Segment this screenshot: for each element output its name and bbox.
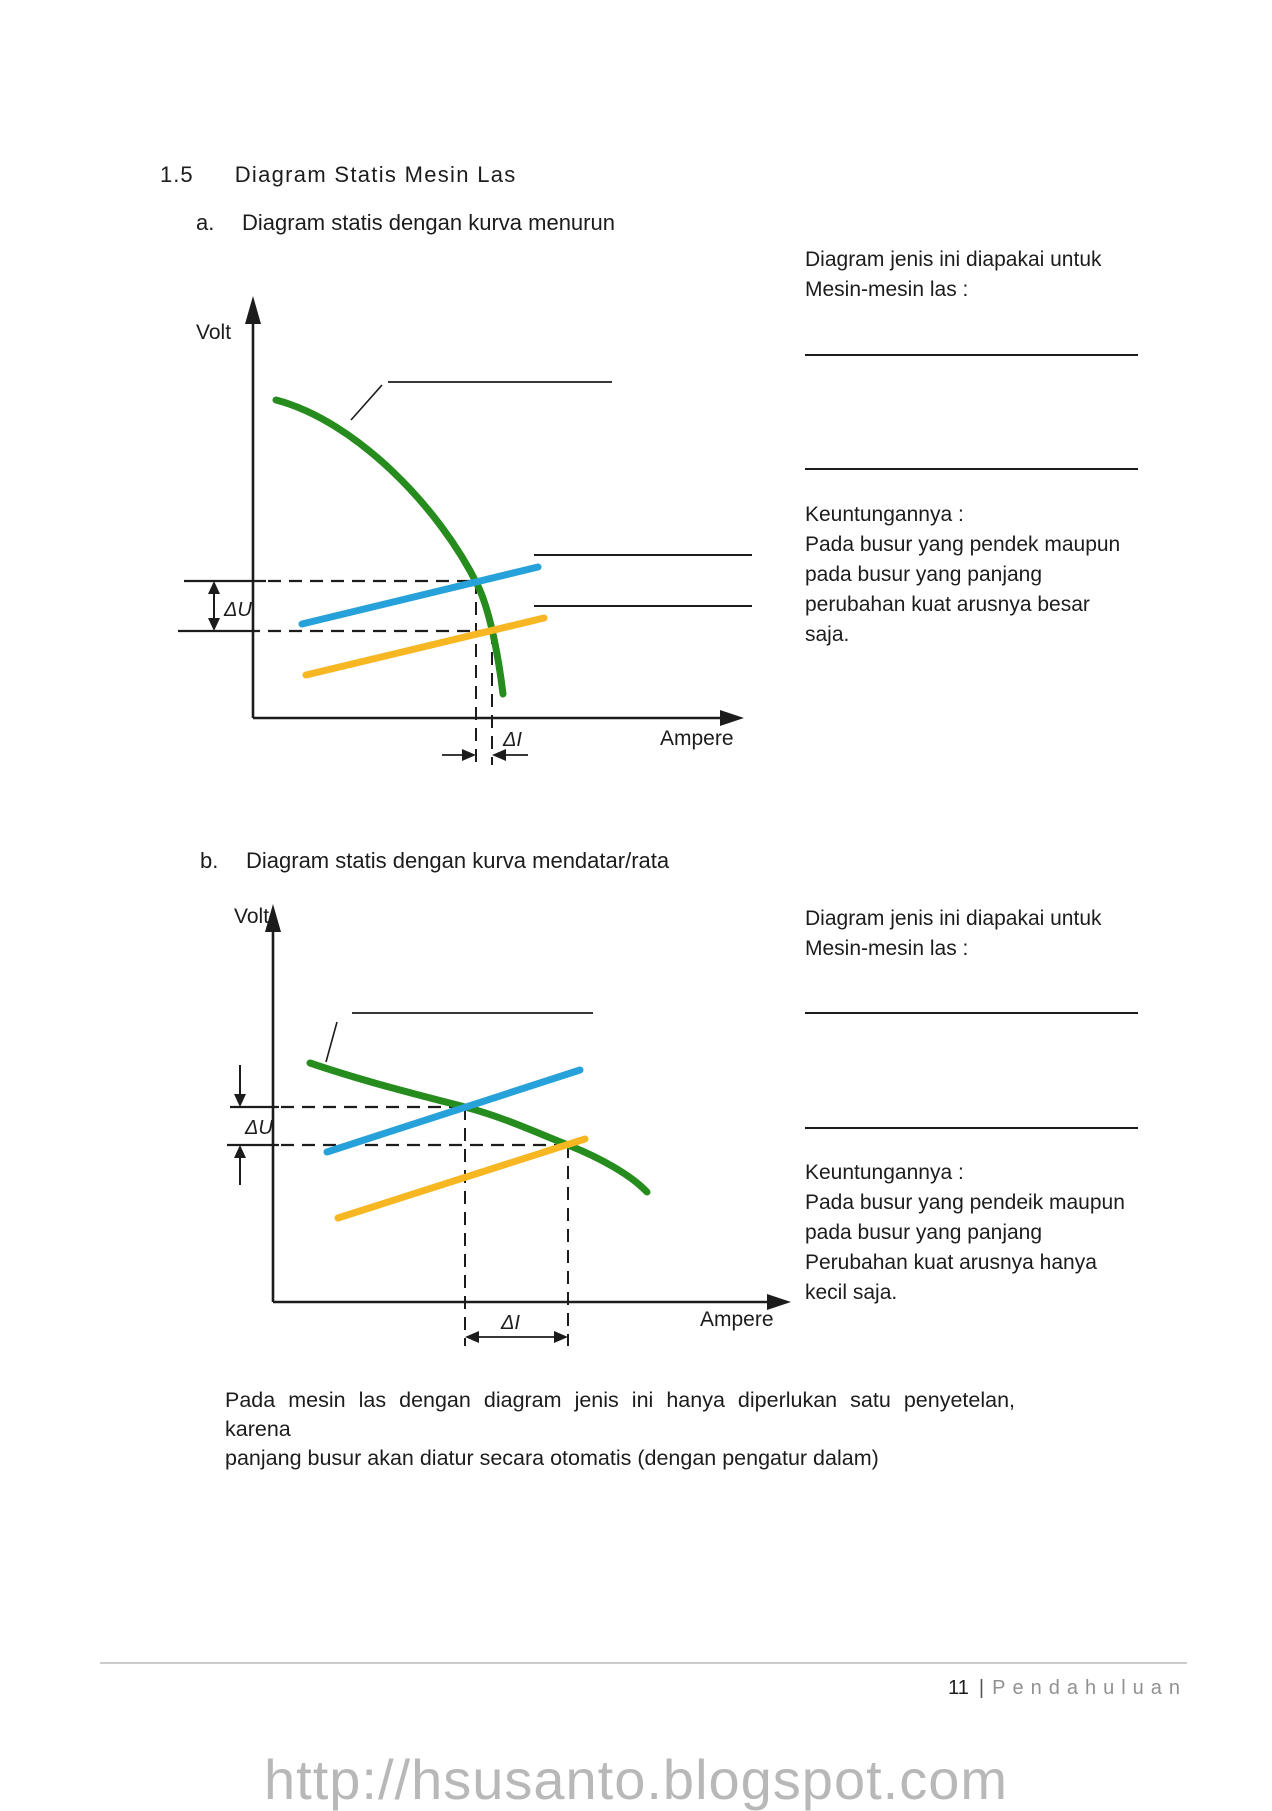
aside-a-advantage-line1: Pada busur yang pendek maupun (805, 533, 1121, 556)
aside-b-advantage-heading: Keuntungannya : (805, 1161, 964, 1184)
aside-b-advantage (805, 1158, 1150, 1308)
diagram-a-curve-pointer-line (351, 385, 382, 420)
diagram-a-delta-i-label: ΔI (503, 729, 522, 751)
aside-b-intro-line2: Mesin-mesin las : (805, 937, 969, 960)
diagram-b-di-arrow-right-icon (554, 1331, 568, 1343)
closing-paragraph-line1: Pada mesin las dengan diagram jenis ini hanya diperlukan satu penyetelan, karena (225, 1388, 1015, 1441)
heading-title: Diagram Statis Mesin Las (234, 162, 517, 187)
diagram-a-du-arrow-down-icon (208, 618, 220, 631)
diagram-a-arc-line-short (306, 618, 544, 675)
diagram-a-static-curve-drooping (148, 268, 788, 778)
list-item-b-title: Diagram statis dengan kurva mendatar/rata (246, 848, 670, 873)
aside-a-intro (805, 245, 1150, 305)
heading-number: 1.5 (160, 162, 194, 187)
diagram-b-du-arrow-down-icon (234, 1094, 246, 1107)
aside-b-advantage-line2: pada busur yang panjang (805, 1221, 1043, 1244)
diagram-b-ampere-label: Ampere (700, 1308, 774, 1331)
diagram-b-curve-pointer-line (326, 1022, 337, 1062)
diagram-b-delta-i-label: ΔI (501, 1312, 520, 1334)
footer-section-name: Pendahuluan (992, 1677, 1187, 1699)
aside-a-advantage-line2: pada busur yang panjang (805, 563, 1043, 586)
diagram-a-volt-label: Volt (196, 321, 232, 344)
footer-divider: | (978, 1677, 985, 1699)
aside-a-fill-in-line-2 (805, 468, 1138, 470)
list-item-a (196, 210, 615, 236)
aside-b-intro-line1: Diagram jenis ini diapakai untuk (805, 907, 1102, 930)
closing-paragraph (225, 1386, 1015, 1473)
diagram-b-delta-u-label: ΔU (245, 1117, 273, 1139)
diagram-a-x-axis-arrow-icon (720, 710, 744, 726)
aside-b-fill-in-line-1 (805, 1012, 1138, 1014)
diagram-a-y-axis-arrow-icon (245, 296, 261, 324)
aside-a-intro-line2: Mesin-mesin las : (805, 278, 969, 301)
aside-b-advantage-line1: Pada busur yang pendeik maupun (805, 1191, 1125, 1214)
diagram-b-du-arrow-up-icon (234, 1145, 246, 1158)
diagram-b-volt-label: Volt (234, 905, 270, 928)
footer (948, 1677, 1187, 1700)
diagram-a-machine-curve (276, 400, 503, 694)
aside-a-advantage-heading: Keuntungannya : (805, 503, 964, 526)
aside-a-advantage-line3: perubahan kuat arusnya besar (805, 593, 1090, 616)
list-item-b (200, 848, 669, 874)
aside-a-advantage-line4: saja. (805, 623, 850, 646)
diagram-a-du-arrow-up-icon (208, 581, 220, 594)
aside-b-advantage-line4: kecil saja. (805, 1281, 898, 1304)
diagram-b-di-arrow-left-icon (465, 1331, 479, 1343)
footer-page-number: 11 (948, 1677, 969, 1699)
aside-b-advantage-line3: Perubahan kuat arusnya hanya (805, 1251, 1097, 1274)
diagram-b-arc-line-short (338, 1139, 585, 1218)
watermark-url: http://hsusanto.blogspot.com (264, 1748, 1008, 1811)
diagram-a-ampere-label: Ampere (660, 727, 734, 750)
list-item-b-marker: b. (200, 848, 219, 873)
section-heading (160, 162, 517, 188)
aside-a-fill-in-line-1 (805, 354, 1138, 356)
footer-divider-rule (100, 1662, 1187, 1664)
closing-paragraph-line2: panjang busur akan diatur secara otomatis (dengan pengatur dalam) (225, 1446, 879, 1470)
aside-a-advantage (805, 500, 1150, 650)
diagram-a-arc-line-long (302, 567, 538, 624)
diagram-a-di-arrow-right-icon (462, 749, 476, 761)
list-item-a-marker: a. (196, 210, 215, 235)
aside-b-fill-in-line-2 (805, 1127, 1138, 1129)
aside-b-intro (805, 904, 1150, 964)
aside-a-intro-line1: Diagram jenis ini diapakai untuk (805, 248, 1102, 271)
diagram-b-static-curve-flat (183, 878, 823, 1368)
list-item-a-title: Diagram statis dengan kurva menurun (242, 210, 615, 235)
diagram-a-delta-u-label: ΔU (224, 599, 252, 621)
